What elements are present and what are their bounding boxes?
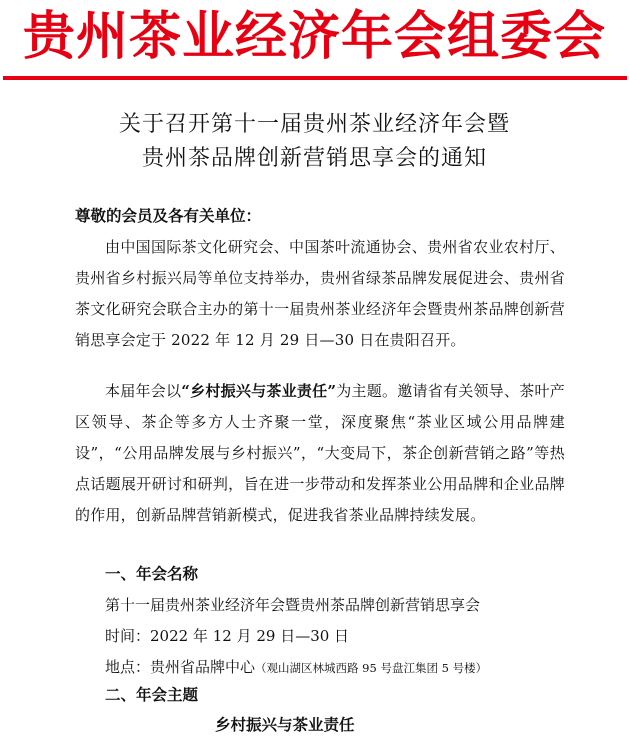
meeting-name-line: 第十一届贵州茶业经济年会暨贵州茶品牌创新营销思享会 — [105, 596, 481, 614]
paragraph-theme-rest: 为主题。邀请省有关领导、茶叶产区领导、茶企等多方人士齐聚一堂，深度聚焦“茶业区域公用品牌建设”，“公用品牌发展与乡村振兴”，“大变局下，茶企创新营销之路”等热点话题展开研讨和研判，旨在进一步带动和发挥茶业公用品牌和企业品牌的作用，创新品牌营销新模式，促进我省茶业品牌持续发展。 — [75, 382, 565, 524]
paragraph-theme-prefix: 本届年会以 — [105, 382, 182, 400]
section-heading-meeting-theme: 二、年会主题 — [105, 686, 199, 704]
paragraph-organizers: 由中国国际茶文化研究会、中国茶叶流通协会、贵州省农业农村厅、贵州省乡村振兴局等单位支持举办，贵州省绿茶品牌发展促进会、贵州省茶文化研究会联合主办的第十一届贵州茶业经济年会暨贵州茶品牌创新营销思享会定于 2022 年 12 月 29 日—30 日在贵阳召开。 — [75, 238, 565, 349]
meeting-location-line — [105, 655, 487, 680]
notice-title-line-1: 关于召开第十一届贵州茶业经济年会暨 — [118, 112, 510, 137]
letterhead-divider — [3, 76, 627, 80]
paragraph-theme-quoted: “乡村振兴与茶业责任” — [181, 382, 337, 400]
salutation: 尊敬的会员及各有关单位： — [75, 206, 262, 225]
meeting-location-detail: （观山湖区林城西路 95 号盘江集团 5 号楼） — [255, 661, 488, 675]
letterhead-org-name: 贵州茶业经济年会组委会 — [22, 7, 606, 67]
section-heading-meeting-name: 一、年会名称 — [105, 565, 199, 583]
meeting-time-line: 时间：2022 年 12 月 29 日—30 日 — [105, 627, 350, 645]
notice-title-line-2: 贵州茶品牌创新营销思享会的通知 — [141, 146, 487, 171]
meeting-theme-text: 乡村振兴与茶业责任 — [215, 716, 355, 734]
paragraph-theme-intro — [75, 376, 565, 531]
meeting-location-label: 地点：贵州省品牌中心 — [105, 658, 256, 676]
